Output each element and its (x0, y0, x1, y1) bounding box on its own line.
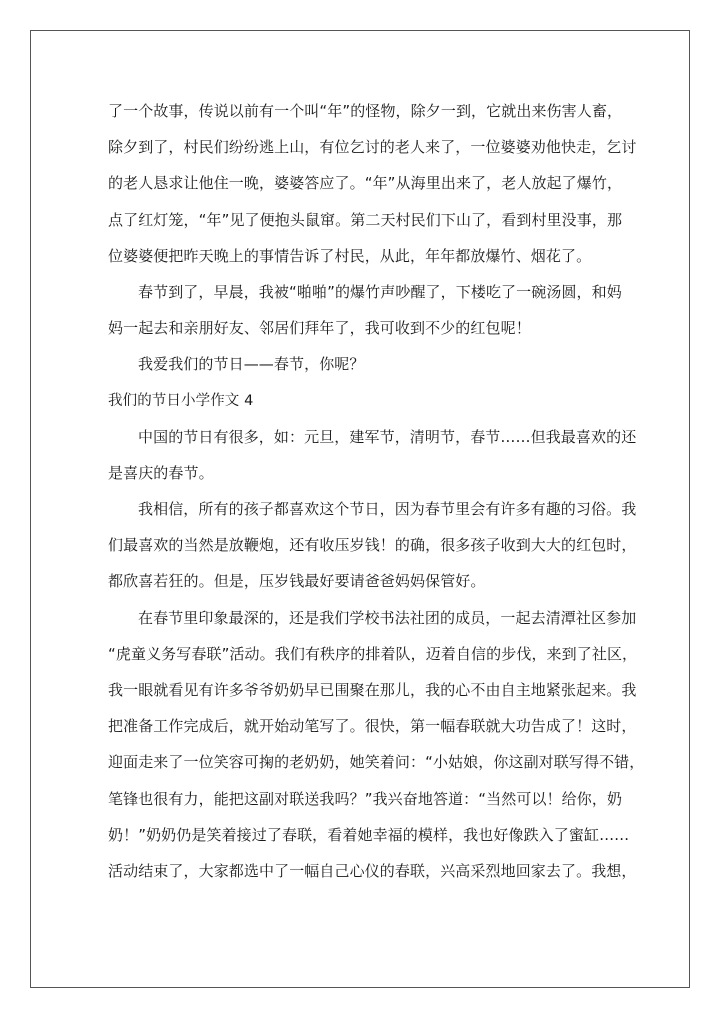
text-line: 除夕到了，村民们纷纷逃上山，有位乞讨的老人来了，一位婆婆劝他快走，乞讨 (108, 138, 637, 157)
text-line: 是喜庆的春节。 (108, 463, 214, 482)
paragraph-start-line: 我相信，所有的孩子都喜欢这个节日，因为春节里会有许多有趣的习俗。我 (138, 500, 637, 519)
text-line: “虎童义务写春联”活动。我们有秩序的排着队，迈着自信的步伐，来到了社区， (108, 644, 638, 663)
text-line: 奶！”奶奶仍是笑着接过了春联，看着她幸福的模样，我也好像跌入了蜜缸…… (108, 825, 630, 844)
section-heading: 我们的节日小学作文 4 (108, 392, 254, 409)
text-line: 位婆婆便把昨天晚上的事情告诉了村民，从此，年年都放爆竹、烟花了。 (108, 246, 592, 265)
text-line: 活动结束了，大家都选中了一幅自己心仪的春联，兴高采烈地回家去了。我想， (108, 861, 637, 880)
text-line: 都欣喜若狂的。但是，压岁钱最好要请爸爸妈妈保管好。 (108, 572, 486, 591)
text-line: 点了红灯笼，“年”见了便抱头鼠窜。第二天村民们下山了，看到村里没事，那 (108, 210, 623, 229)
text-line: 笔锋也很有力，能把这副对联送我吗？”我兴奋地答道：“当然可以！给你，奶 (108, 789, 623, 808)
text-line: 妈一起去和亲朋好友、邻居们拜年了，我可收到不少的红包呢！ (108, 319, 531, 338)
document-body (108, 93, 645, 889)
paragraph-start-line: 在春节里印象最深的，还是我们学校书法社团的成员，一起去清潭社区参加 (138, 608, 637, 627)
paragraph-start-line: 春节到了，早晨，我被“啪啪”的爆竹声吵醒了，下楼吃了一碗汤圆，和妈 (138, 282, 622, 301)
text-line: 把准备工作完成后，就开始动笔写了。很快，第一幅春联就大功告成了！这时， (108, 717, 637, 736)
text-line: 的老人恳求让他住一晚，婆婆答应了。“年”从海里出来了，老人放起了爆竹， (108, 174, 623, 193)
paragraph-start-line: 我爱我们的节日——春节，你呢？ (138, 355, 365, 374)
text-line: 们最喜欢的当然是放鞭炮，还有收压岁钱！的确，很多孩子收到大大的红包时， (108, 536, 637, 555)
text-line: 我一眼就看见有许多爷爷奶奶早已围聚在那儿，我的心不由自主地紧张起来。我 (108, 681, 637, 699)
paragraph-start-line: 中国的节日有很多，如：元旦，建军节，清明节，春节……但我最喜欢的还 (138, 427, 637, 446)
text-line: 了一个故事，传说以前有一个叫“年”的怪物，除夕一到，它就出来伤害人畜， (108, 102, 623, 120)
text-line: 迎面走来了一位笑容可掬的老奶奶，她笑着问：“小姑娘，你这副对联写得不错， (108, 753, 645, 772)
